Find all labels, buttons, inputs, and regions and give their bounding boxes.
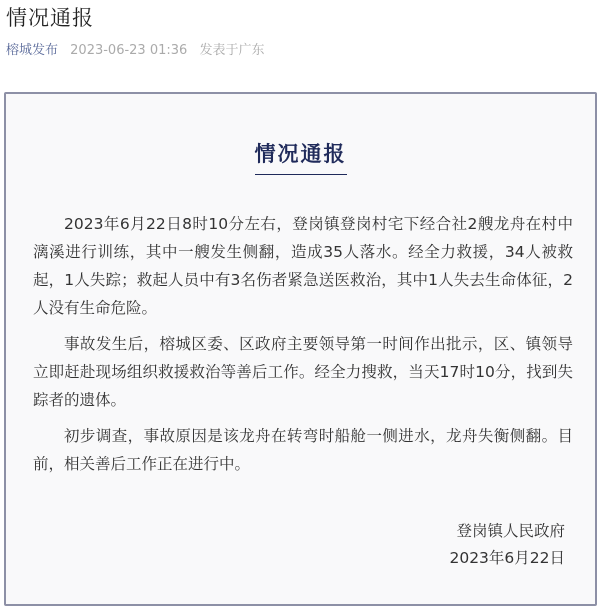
- publish-time: 2023-06-23 01:36: [70, 43, 188, 58]
- publish-location: 发表于广东: [199, 43, 265, 58]
- notice-signature-block: [449, 518, 565, 572]
- paragraph: 2023年6月22日8时10分左右，登岗镇登岗村宅下经合社2艘龙舟在村中漓溪进行训练，其中一艘发生侧翻，造成35人落水。经全力救援，34人被救起，1人失踪；救起人员中有3名伤者紧急送医救治，其中1人失去生命体征，2人没有生命危险。: [33, 215, 573, 317]
- notice-heading: [6, 138, 595, 175]
- notice-body: [33, 210, 573, 486]
- signature: 登岗镇人民政府: [456, 522, 565, 540]
- article-meta: [6, 39, 264, 58]
- signature-date: 2023年6月22日: [449, 549, 565, 567]
- notice-image: [4, 92, 597, 606]
- paragraph: 初步调查，事故原因是该龙舟在转弯时船舱一侧进水，龙舟失衡侧翻。目前，相关善后工作正在进行中。: [33, 427, 573, 473]
- source-account-link[interactable]: 榕城发布: [6, 43, 59, 58]
- paragraph: 事故发生后，榕城区委、区政府主要领导第一时间作出批示，区、镇领导立即赶赴现场组织救援救治等善后工作。经全力搜救，当天17时10分，找到失踪者的遗体。: [33, 335, 573, 409]
- article-title: 情况通报: [6, 6, 94, 30]
- notice-title: 情况通报: [255, 138, 347, 175]
